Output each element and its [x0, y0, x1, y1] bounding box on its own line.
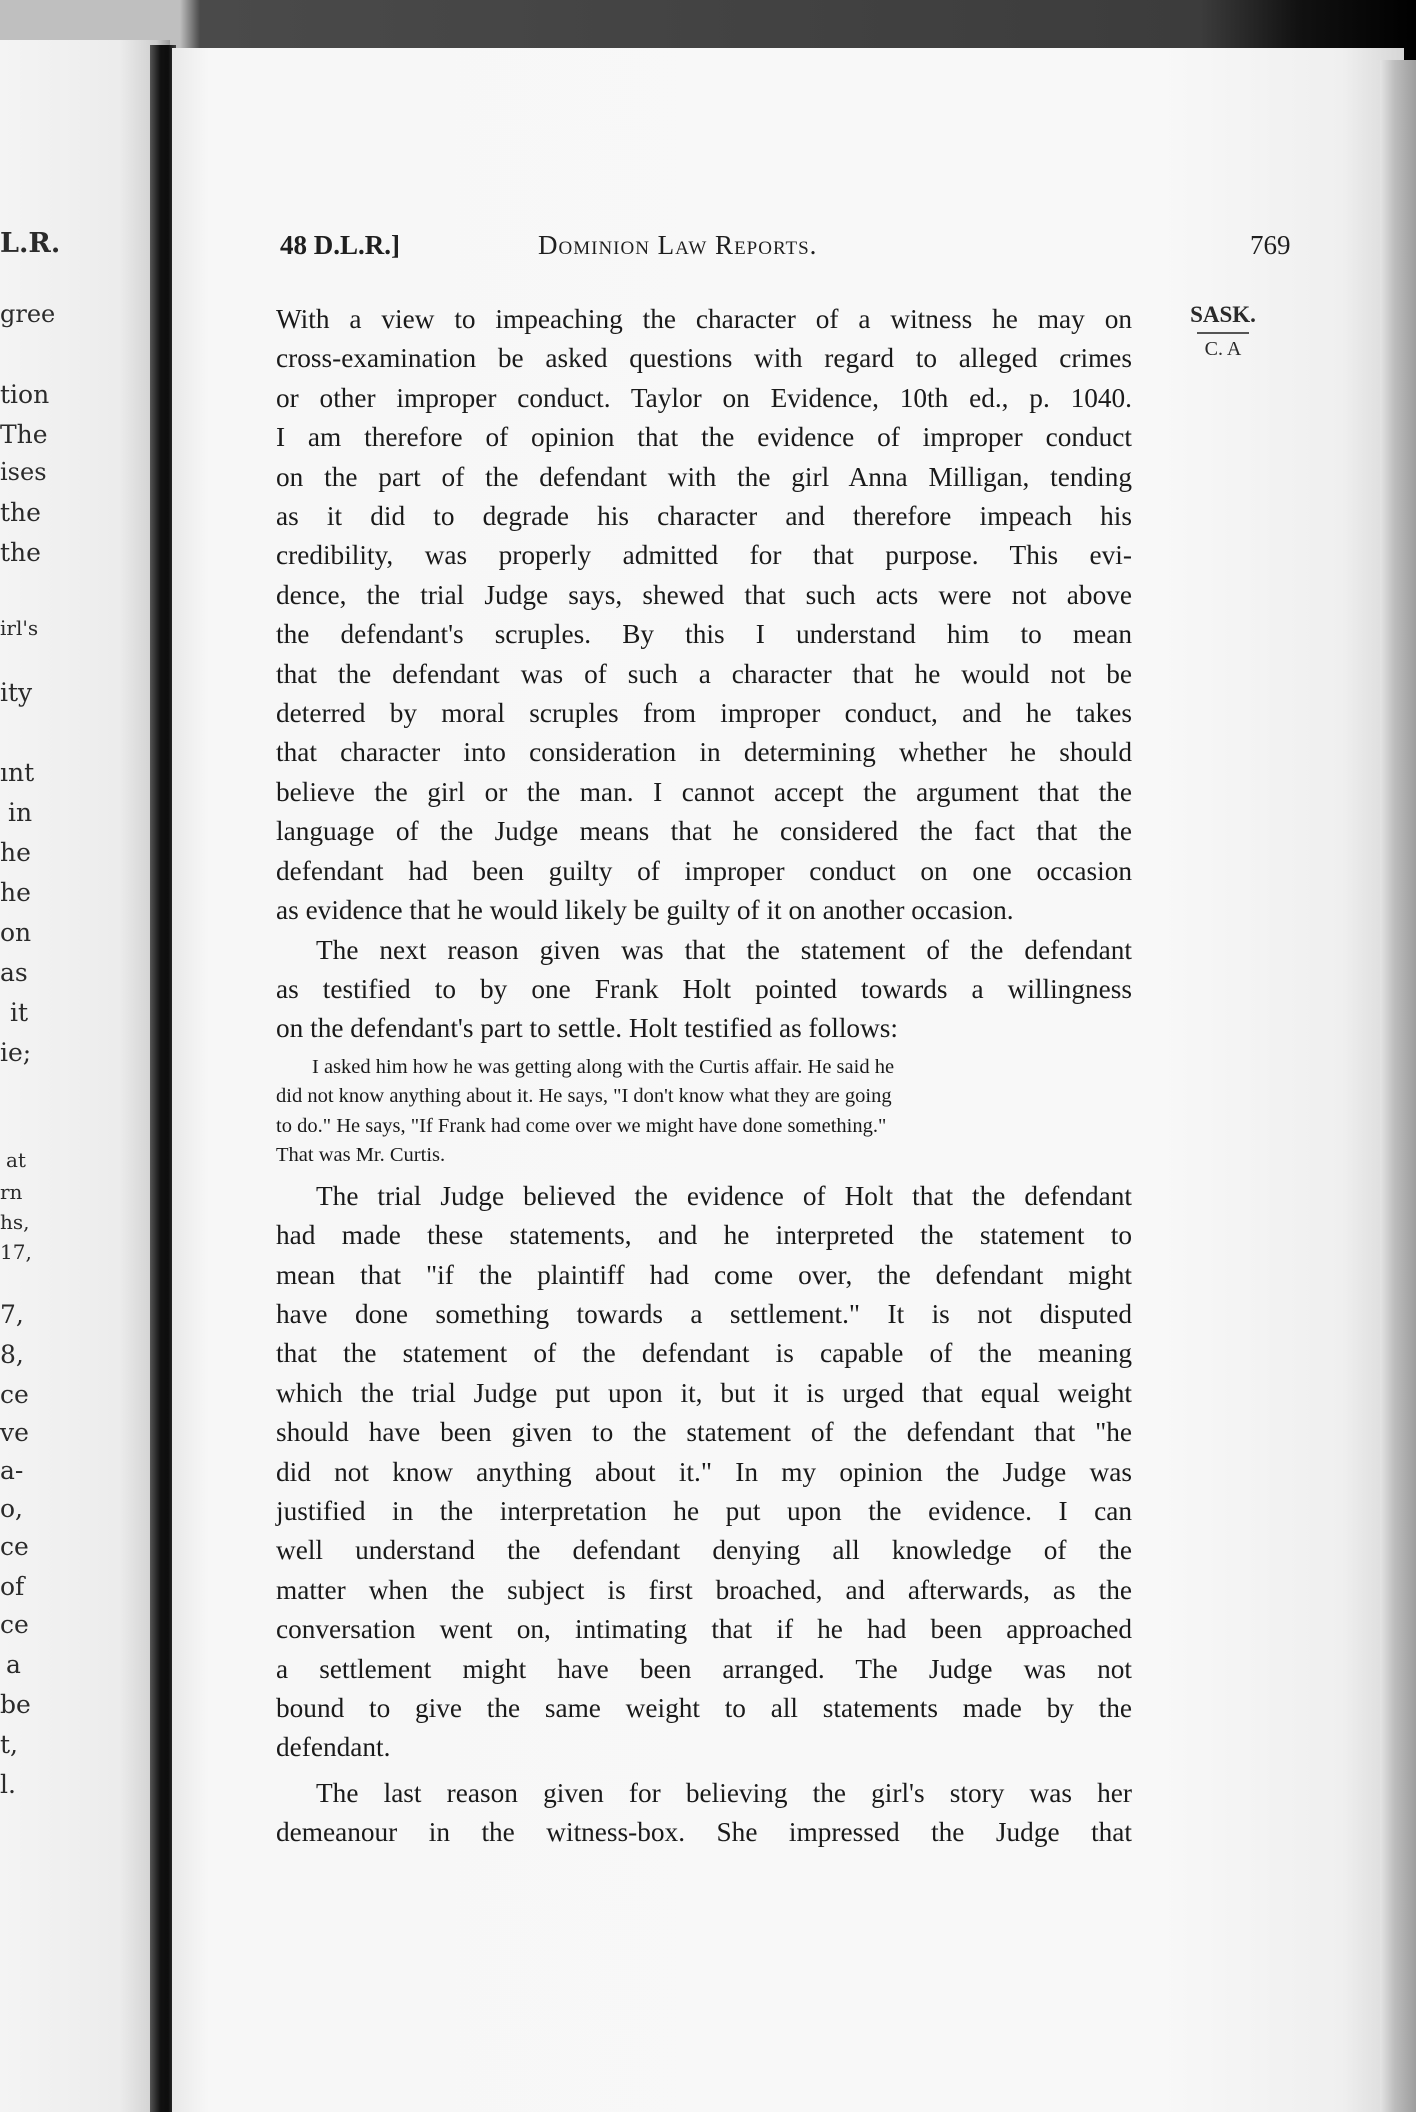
- text-line: as evidence that he would likely be guilty of it on another occasion.: [276, 895, 1014, 926]
- left-page-text-fragment: be: [0, 1690, 31, 1719]
- text-line: I am therefore of opinion that the evidence of improper conduct: [276, 422, 1132, 453]
- margin-citation: [1183, 302, 1263, 361]
- left-page-text-fragment: ce: [0, 1532, 29, 1561]
- left-page-text-fragment: t,: [0, 1730, 18, 1759]
- text-line: justified in the interpretation he put upon the evidence. I can: [276, 1495, 1132, 1526]
- text-line: The next reason given was that the statement of the defendant: [316, 934, 1132, 965]
- text-line: demeanour in the witness-box. She impressed the Judge that: [276, 1817, 1132, 1848]
- text-line: or other improper conduct. Taylor on Evidence, 10th ed., p. 1040.: [276, 382, 1132, 413]
- text-line: deterred by moral scruples from improper conduct, and he takes: [276, 698, 1132, 729]
- block-quote: [276, 1049, 1132, 1177]
- left-page-text-fragment: The: [0, 420, 48, 449]
- left-page-text-fragment: in: [8, 798, 33, 827]
- text-line: on the part of the defendant with the girl Anna Milligan, tending: [276, 461, 1132, 492]
- text-line: as testified to by one Frank Holt pointed towards a willingness: [276, 973, 1132, 1004]
- left-page-text-fragment: he: [0, 838, 31, 867]
- left-page-text-fragment: tion: [0, 380, 50, 409]
- page-stack-edge: [1380, 60, 1416, 2112]
- left-page-text-fragment: the: [0, 498, 41, 527]
- left-page-text-fragment: 17,: [0, 1240, 32, 1264]
- text-line: that the statement of the defendant is capable of the meaning: [276, 1338, 1132, 1369]
- left-page-text-fragment: L.R.: [0, 228, 61, 259]
- text-line: which the trial Judge put upon it, but it is urged that equal weight: [276, 1377, 1132, 1408]
- left-page-text-fragment: it: [10, 998, 29, 1027]
- quote-line: That was Mr. Curtis.: [276, 1144, 446, 1167]
- left-page-text-fragment: a: [6, 1650, 21, 1679]
- paragraph: [276, 1177, 1132, 1768]
- left-page-text-fragment: ınt: [0, 758, 35, 787]
- text-line: as it did to degrade his character and therefore impeach his: [276, 501, 1132, 532]
- paragraph: [276, 1774, 1132, 1853]
- left-page-text-fragment: ve: [0, 1418, 29, 1447]
- text-line: that character into consideration in determining whether he should: [276, 737, 1132, 768]
- text-line: credibility, was properly admitted for that purpose. This evi-: [276, 540, 1132, 571]
- left-page-text-fragment: ce: [0, 1380, 29, 1409]
- left-page-text-fragment: of: [0, 1572, 25, 1601]
- volume-reference: 48 D.L.R.]: [280, 230, 400, 260]
- left-page-text-fragment: gree: [0, 300, 56, 328]
- left-page-text-fragment: 8,: [0, 1340, 24, 1369]
- text-line: had made these statements, and he interpreted the statement to: [276, 1220, 1132, 1251]
- left-page-text-fragment: ce: [0, 1610, 29, 1639]
- quote-line: I asked him how he was getting along with the Curtis affair. He said he: [312, 1055, 895, 1078]
- left-page-text-fragment: ises: [0, 458, 47, 486]
- province-label: SASK.: [1190, 302, 1256, 327]
- left-page-text-fragment: a-: [0, 1456, 24, 1485]
- text-line: dence, the trial Judge says, shewed that such acts were not above: [276, 579, 1132, 610]
- text-line: defendant.: [276, 1732, 391, 1763]
- paragraph: [276, 931, 1132, 1049]
- court-label: C. A: [1204, 338, 1242, 360]
- previous-page-edge: [0, 40, 170, 2112]
- left-page-text-fragment: irl's: [0, 616, 39, 640]
- text-line: that the defendant was of such a character that he would not be: [276, 658, 1132, 689]
- running-header: [280, 230, 1300, 270]
- text-line: The last reason given for believing the girl's story was her: [316, 1777, 1132, 1808]
- text-line: the defendant's scruples. By this I understand him to mean: [276, 619, 1132, 650]
- left-page-text-fragment: on: [0, 918, 32, 947]
- text-line: language of the Judge means that he considered the fact that the: [276, 816, 1132, 847]
- text-line: on the defendant's part to settle. Holt testified as follows:: [276, 1013, 898, 1044]
- page-number: 769: [1250, 230, 1291, 260]
- left-page-text-fragment: rn: [0, 1180, 23, 1204]
- left-page-text-fragment: hs,: [0, 1210, 30, 1234]
- main-text-column: [276, 300, 1132, 1853]
- report-title: Dominion Law Reports.: [538, 230, 818, 260]
- left-page-text-fragment: at: [6, 1148, 26, 1172]
- text-line: The trial Judge believed the evidence of Holt that the defendant: [316, 1180, 1132, 1211]
- text-line: well understand the defendant denying all knowledge of the: [276, 1535, 1132, 1566]
- text-line: defendant had been guilty of improper conduct on one occasion: [276, 855, 1132, 886]
- paragraph: [276, 300, 1132, 931]
- text-line: cross-examination be asked questions with regard to alleged crimes: [276, 343, 1132, 374]
- text-line: believe the girl or the man. I cannot accept the argument that the: [276, 776, 1132, 807]
- left-page-text-fragment: ity: [0, 678, 33, 707]
- left-page-text-fragment: o,: [0, 1494, 23, 1523]
- left-page-text-fragment: l.: [0, 1770, 16, 1799]
- left-page-text-fragment: ie;: [0, 1038, 32, 1067]
- quote-line: did not know anything about it. He says, "I don't know what they are going: [276, 1085, 892, 1108]
- text-line: have done something towards a settlement." It is not disputed: [276, 1298, 1132, 1329]
- text-line: a settlement might have been arranged. The Judge was not: [276, 1653, 1132, 1684]
- text-line: conversation went on, intimating that if he had been approached: [276, 1614, 1132, 1645]
- text-line: should have been given to the statement of the defendant that "he: [276, 1417, 1132, 1448]
- left-page-text-fragment: the: [0, 538, 41, 567]
- left-page-text-fragment: as: [0, 958, 28, 987]
- text-line: matter when the subject is first broached, and afterwards, as the: [276, 1574, 1132, 1605]
- text-line: mean that "if the plaintiff had come over, the defendant might: [276, 1259, 1132, 1290]
- text-line: bound to give the same weight to all statements made by the: [276, 1693, 1132, 1723]
- left-page-text-fragment: he: [0, 878, 31, 907]
- margin-rule: [1197, 332, 1249, 334]
- quote-line: to do." He says, "If Frank had come over we might have done something.": [276, 1114, 887, 1137]
- text-line: With a view to impeaching the character of a witness he may on: [276, 304, 1132, 334]
- left-page-text-fragment: 7,: [0, 1300, 24, 1329]
- text-line: did not know anything about it." In my opinion the Judge was: [276, 1456, 1132, 1487]
